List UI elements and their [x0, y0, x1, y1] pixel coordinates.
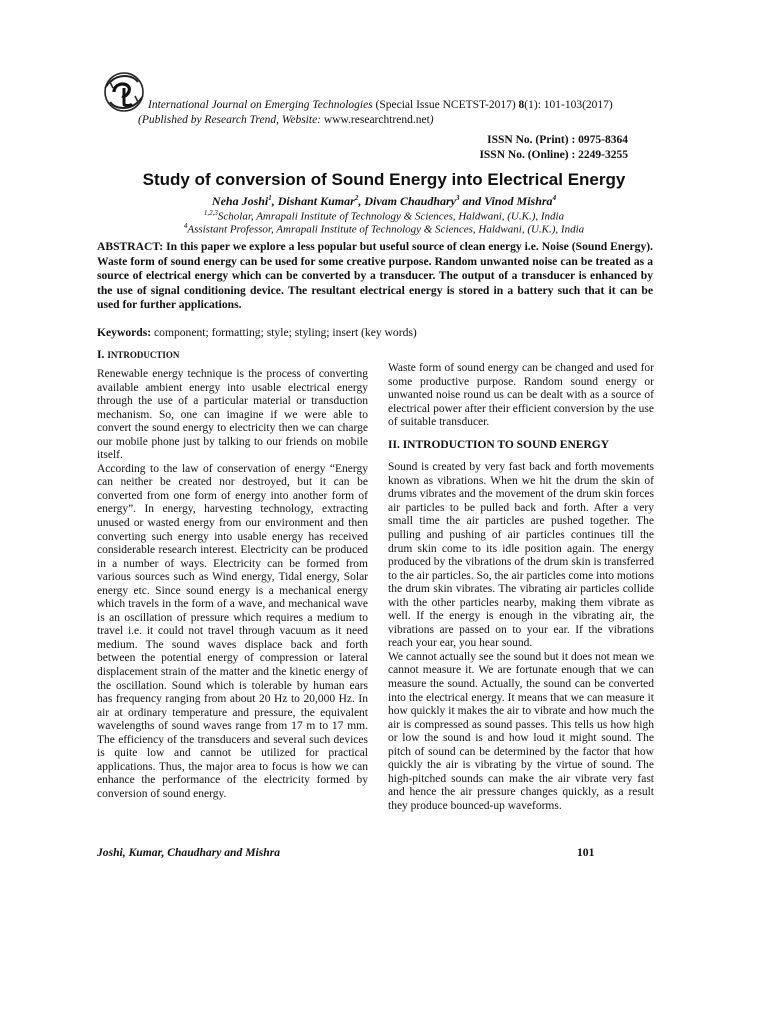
section-heading-introduction: I. INTRODUCTION	[97, 348, 180, 361]
publisher-line: (Published by Research Trend, Website: www.researchtrend.net)	[138, 114, 434, 126]
keywords	[97, 326, 417, 339]
author: Divam Chaudhary	[364, 194, 456, 208]
paragraph: According to the law of conservation of energy “Energy can neither be created nor destroyed, but it can be converted from one form of energy into another form of energy”. In energy, harvesting technology, extracting unused or wasted energy from our environment and then converting such energy into usable energy has received considerable research interest. Electricity can be produced in a number of ways. Electricity can be formed from various sources such as Wind energy, Tidal energy, Solar energy etc. Since sound energy is a mechanical energy which travels in the form of a wave, and mechanical wave is an oscillation of pressure which requires a medium to travel i.e. it could not travel through vacuum as it need medium. The sound waves displace back and forth between the potential energy of compression or lateral displacement strain of the matter and the kinetic energy of the oscillation. Sound which is tolerable by human ears has frequency ranging from about 20 Hz to 20,000 Hz. In air at ordinary temperature and pressure, the equivalent wavelengths of sound waves range from 17 m to 17 mm. The efficiency of the transducers and several such devices is quite low and cannot be utilized for practical applications. Thus, the major area to focus is how we can enhance the performance of the electricity formed by conversion of sound energy.	[97, 462, 368, 800]
right-column	[388, 362, 654, 814]
issn-online: ISSN No. (Online) : 2249-3255	[479, 149, 628, 161]
paragraph: Waste form of sound energy can be changed and used for some productive purpose. Random sound energy or unwanted noise round us can be dealt with as a source of electrical power after their efficient conversion by the use of suitable transducer.	[388, 362, 654, 429]
left-column	[97, 368, 368, 802]
author: Vinod Mishra	[484, 194, 553, 208]
section-heading-sound-energy: II. INTRODUCTION TO SOUND ENERGY	[388, 438, 609, 451]
keywords-label: Keywords:	[97, 326, 152, 339]
author: Neha Joshi	[211, 194, 269, 208]
paragraph: Renewable energy technique is the process of converting available ambient energy into usable electrical energy through the use of a particular material or transduction mechanism. So, one can imagine if we were able to convert the sound energy to electricity then we can charge our mobile phone just by talking to our friends on mobile itself.	[97, 368, 368, 462]
paper-title: Study of conversion of Sound Energy into Electrical Energy	[142, 170, 626, 189]
journal-website: www.researchtrend.net	[323, 114, 430, 126]
journal-volume: 8	[518, 99, 525, 111]
journal-citation	[148, 99, 613, 111]
journal-issue: (Special Issue NCETST-2017)	[375, 99, 519, 111]
journal-pages: (1): 101-103(2017)	[524, 99, 613, 111]
journal-name: International Journal on Emerging Technologies	[148, 99, 373, 111]
keywords-list: component; formatting; style; styling; insert (key words)	[151, 326, 417, 339]
paragraph: Sound is created by very fast back and forth movements known as vibrations. When we hit the drum the skin of drums vibrates and the movement of the drum skin forces air particles to be pulled back and forth. After a very small time the air particles are pushed together. The pulling and pushing of air particles continues till the drum skin come to its idle position again. The energy produced by the vibrations of the drum skin is transferred to the air particles. So, the air particles come into motions the drum skin vibrates. The vibrating air particles collide with the other particles nearby, making them vibrate as well. If the energy is enough in the vibrating air, the vibrations are passed on to your ear. If the vibrations reach your ear, you hear sound.	[388, 461, 654, 650]
author-list: Neha Joshi$^1$, Dishant Kumar$^2$, Divam Chaudhary$^3$ and Vinod Mishra$^4$	[211, 194, 557, 208]
author: Dishant Kumar	[277, 194, 355, 208]
affiliation: $^4$Assistant Professor, Amrapali Institute of Technology & Sciences, Haldwani, (U.K.), India	[183, 222, 585, 236]
issn-print: ISSN No. (Print) : 0975-8364	[487, 134, 628, 146]
footer-authors: Joshi, Kumar, Chaudhary and Mishra	[97, 846, 280, 859]
page-number: 101	[577, 846, 595, 859]
paragraph: We cannot actually see the sound but it does not mean we cannot measure it. We are fortunate enough that we can measure the sound. Actually, the sound can be converted into the electrical energy. It means that we can measure it how quickly it makes the air to vibrate and how much the air is compressed as sound passes. This tells us how high or low the sound is and how loud it might sound. The pitch of sound can be determined by the factor that how quickly the air is vibrating by the virtue of sound. The high-pitched sounds can make the air vibrate very fast and hence the air pressure changes quickly, as a result they produce bounced-up waveforms.	[388, 650, 654, 812]
journal-logo	[100, 70, 148, 114]
abstract: ABSTRACT: In this paper we explore a less popular but useful source of clean energy i.e. Noise (Sound Energy). Waste form of sound energy can be used for some creative purpose. Random unwanted noise can be treated as a source of electrical energy which can be converted by a transducer. The output of a transducer is enhanced by the use of signal conditioning device. The resultant electrical energy is stored in a battery such that it can be used for further applications.	[97, 240, 653, 311]
affiliation: $^{1,2,3}$Scholar, Amrapali Institute of Technology & Sciences, Haldwani, (U.K.), India	[203, 209, 565, 223]
